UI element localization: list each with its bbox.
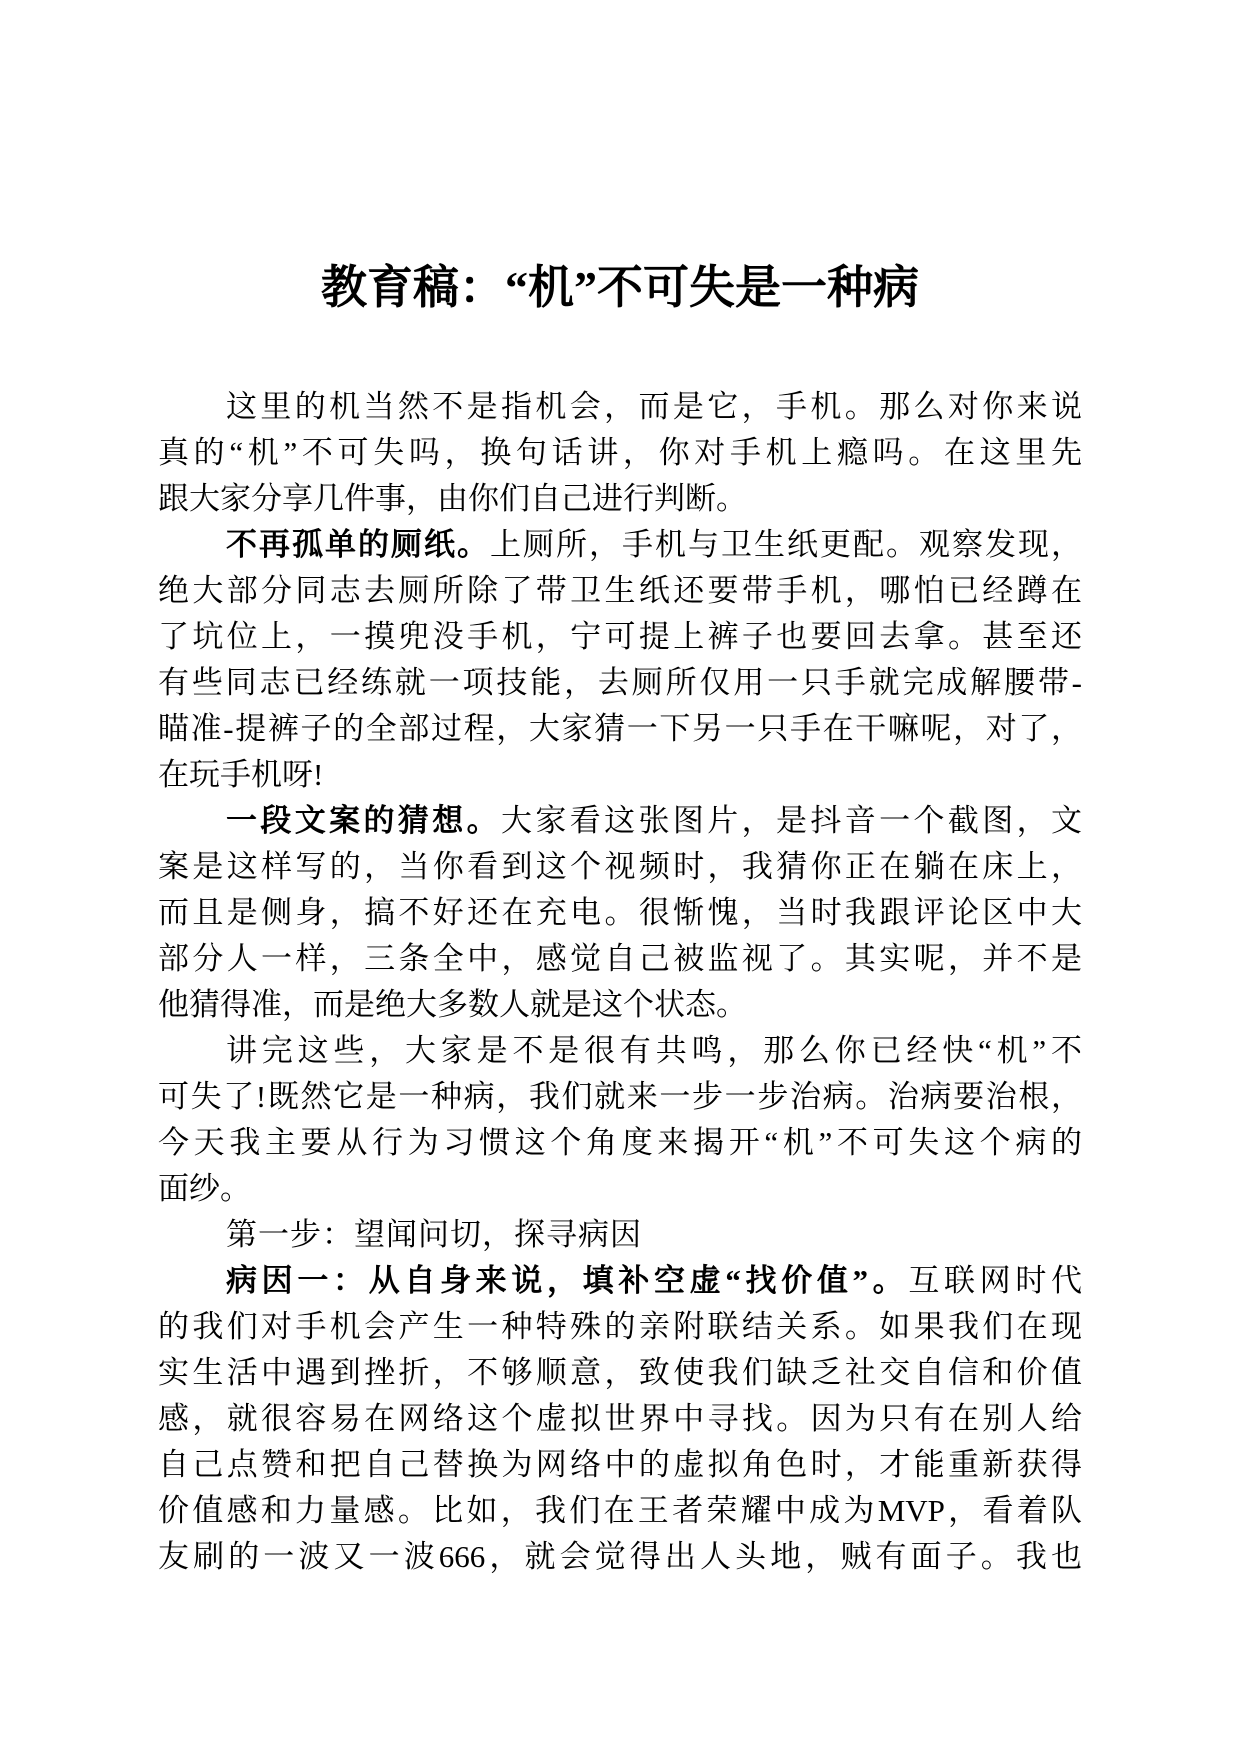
text-line: 他猜得准，而是绝大多数人就是这个状态。 xyxy=(158,987,747,1022)
text-line: 自己点赞和把自己替换为网络中的虚拟角色时，才能重新获得 xyxy=(158,1447,1082,1482)
document-title: 教育稿：“机”不可失是一种病 xyxy=(321,262,919,313)
text-line: 有些同志已经练就一项技能，去厕所仅用一只手就完成解腰带- xyxy=(158,665,1082,700)
text-run: 上厕所，手机与卫生纸更配。观察发现， xyxy=(490,527,1082,562)
paragraph-copywriting-guess xyxy=(158,798,1082,1028)
paragraph-intro xyxy=(158,384,1082,522)
text-run: 大家看这张图片，是抖音一个截图，文 xyxy=(501,803,1082,838)
text-line: 实生活中遇到挫折，不够顺意，致使我们缺乏社交自信和价值 xyxy=(158,1355,1082,1390)
text-line: 感，就很容易在网络这个虚拟世界中寻找。因为只有在别人给 xyxy=(158,1401,1082,1436)
paragraph-cause-one xyxy=(158,1258,1082,1580)
text-line: 面纱。 xyxy=(158,1171,251,1206)
text-line: 而且是侧身，搞不好还在充电。很惭愧，当时我跟评论区中大 xyxy=(158,895,1082,930)
text-line: 绝大部分同志去厕所除了带卫生纸还要带手机，哪怕已经蹲在 xyxy=(158,573,1082,608)
document-body xyxy=(158,384,1082,1580)
text-run: 互联网时代 xyxy=(908,1263,1083,1298)
text-line xyxy=(158,1258,1082,1304)
text-line: 友刷的一波又一波666，就会觉得出人头地，贼有面子。我也 xyxy=(158,1539,1082,1574)
text-line: 了坑位上，一摸兜没手机，宁可提上裤子也要回去拿。甚至还 xyxy=(158,619,1082,654)
section-heading-text: 第一步：望闻问切，探寻病因 xyxy=(226,1217,642,1253)
paragraph-transition xyxy=(158,1028,1082,1212)
section-heading xyxy=(158,1212,1082,1258)
paragraph-lead: 不再孤单的厕纸。 xyxy=(226,527,490,562)
text-line: 讲完这些，大家是不是很有共鸣，那么你已经快“机”不 xyxy=(226,1033,1082,1068)
paragraph-lead: 病因一：从自身来说，填补空虚“找价值”。 xyxy=(226,1263,909,1298)
text-line xyxy=(158,522,1082,568)
text-line: 的我们对手机会产生一种特殊的亲附联结关系。如果我们在现 xyxy=(158,1309,1082,1344)
text-line: 真的“机”不可失吗，换句话讲，你对手机上瘾吗。在这里先 xyxy=(158,435,1082,470)
text-line: 部分人一样，三条全中，感觉自己被监视了。其实呢，并不是 xyxy=(158,941,1082,976)
text-line: 跟大家分享几件事，由你们自己进行判断。 xyxy=(158,481,747,516)
text-line: 可失了!既然它是一种病，我们就来一步一步治病。治病要治根， xyxy=(158,1079,1082,1114)
text-line: 这里的机当然不是指机会，而是它，手机。那么对你来说 xyxy=(226,389,1082,424)
paragraph-toilet-paper xyxy=(158,522,1082,798)
paragraph-lead: 一段文案的猜想。 xyxy=(226,803,501,838)
text-line: 瞄准-提裤子的全部过程，大家猜一下另一只手在干嘛呢，对了， xyxy=(158,711,1082,746)
text-line: 案是这样写的，当你看到这个视频时，我猜你正在躺在床上， xyxy=(158,849,1082,884)
text-line: 价值感和力量感。比如，我们在王者荣耀中成为MVP，看着队 xyxy=(158,1493,1082,1528)
text-line: 今天我主要从行为习惯这个角度来揭开“机”不可失这个病的 xyxy=(158,1125,1082,1160)
text-line xyxy=(158,798,1082,844)
text-line: 在玩手机呀! xyxy=(158,757,324,792)
